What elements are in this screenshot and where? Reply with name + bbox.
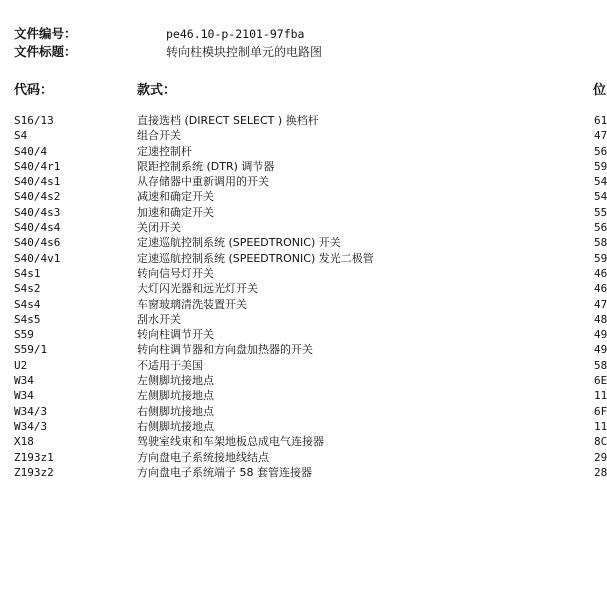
component-code: S40/4s3 bbox=[14, 205, 61, 219]
component-position: 54 bbox=[594, 190, 607, 204]
component-position: 8C bbox=[594, 435, 607, 449]
component-position: 46 bbox=[594, 282, 607, 296]
component-description: 大灯闪光器和远光灯开关 bbox=[137, 282, 258, 296]
table-row bbox=[0, 465, 605, 480]
component-description: 组合开关 bbox=[137, 129, 181, 143]
component-position: 58 bbox=[594, 236, 607, 250]
table-row bbox=[0, 404, 605, 419]
component-description: 右侧脚坑接地点 bbox=[137, 419, 214, 433]
table-row bbox=[0, 342, 605, 357]
component-code: W34/3 bbox=[14, 419, 48, 433]
component-position: 47 bbox=[594, 297, 607, 311]
component-position: 49 bbox=[594, 328, 607, 342]
table-row bbox=[0, 434, 605, 449]
document-number-value: pe46.10-p-2101-97fba bbox=[166, 27, 305, 41]
component-description: 左侧脚坑接地点 bbox=[137, 374, 214, 388]
component-code: S4s2 bbox=[14, 282, 41, 296]
table-row bbox=[0, 358, 605, 373]
component-position: 46 bbox=[594, 266, 607, 280]
table-row bbox=[0, 159, 605, 174]
component-code: S4 bbox=[14, 129, 28, 143]
component-description: 减速和确定开关 bbox=[137, 190, 214, 204]
component-description: 驾驶室线束和车架地板总成电气连接器 bbox=[137, 435, 324, 449]
component-code: W34 bbox=[14, 389, 34, 403]
component-position: 6F bbox=[594, 404, 607, 418]
component-code: S4s4 bbox=[14, 297, 41, 311]
table-row bbox=[0, 189, 605, 204]
table-row bbox=[0, 128, 605, 143]
component-description: 直接选档 (DIRECT SELECT ) 换档杆 bbox=[137, 114, 319, 127]
component-description: 方向盘电子系统接地线结点 bbox=[137, 450, 269, 464]
component-code: S59 bbox=[14, 328, 34, 342]
component-description: 限距控制系统 (DTR) 调节器 bbox=[137, 159, 275, 173]
component-description: 转向柱调节器和方向盘加热器的开关 bbox=[137, 343, 313, 357]
component-code: S16/13 bbox=[14, 114, 54, 127]
table-row bbox=[0, 297, 605, 312]
component-position: 59 bbox=[594, 159, 607, 173]
header-code: 代码： bbox=[14, 83, 54, 98]
component-position: 54 bbox=[594, 175, 607, 189]
component-description: 定速巡航控制系统 (SPEEDTRONIC) 发光二极管 bbox=[137, 251, 374, 265]
component-position: 61 bbox=[594, 114, 607, 127]
component-description: 刮水开关 bbox=[137, 312, 181, 326]
table-row bbox=[0, 251, 605, 266]
table-row bbox=[0, 205, 605, 220]
component-position: 59 bbox=[594, 251, 607, 265]
component-description: 左侧脚坑接地点 bbox=[137, 389, 214, 403]
table-row bbox=[0, 388, 605, 403]
document-title-label: 文件标题： bbox=[14, 44, 77, 59]
component-position: 58 bbox=[594, 358, 607, 372]
table-row bbox=[0, 281, 605, 296]
component-position: 48 bbox=[594, 312, 607, 326]
table-row bbox=[0, 113, 605, 128]
document-number-label: 文件编号： bbox=[14, 26, 77, 41]
component-description: 转向柱调节开关 bbox=[137, 328, 214, 342]
component-position: 28 bbox=[594, 465, 607, 479]
component-description: 右侧脚坑接地点 bbox=[137, 404, 214, 418]
component-position: 56 bbox=[594, 144, 607, 158]
document-title-value: 转向柱模块控制单元的电路图 bbox=[166, 45, 323, 59]
table-row bbox=[0, 220, 605, 235]
component-position: 56 bbox=[594, 221, 607, 235]
component-code: S4s1 bbox=[14, 266, 41, 280]
component-list bbox=[0, 113, 605, 480]
component-position: 11 bbox=[594, 419, 607, 433]
table-row bbox=[0, 327, 605, 342]
component-code: S40/4r1 bbox=[14, 159, 61, 173]
component-description: 方向盘电子系统端子 58 套管连接器 bbox=[137, 465, 312, 479]
header-description: 款式： bbox=[137, 83, 177, 98]
table-row bbox=[0, 419, 605, 434]
component-description: 从存储器中重新调用的开关 bbox=[137, 175, 269, 189]
table-row bbox=[0, 312, 605, 327]
component-position: 55 bbox=[594, 205, 607, 219]
component-description: 不适用于美国 bbox=[137, 358, 203, 372]
component-code: S40/4 bbox=[14, 144, 48, 158]
component-code: S40/4s1 bbox=[14, 175, 61, 189]
table-row bbox=[0, 235, 605, 250]
component-description: 定速巡航控制系统 (SPEEDTRONIC) 开关 bbox=[137, 236, 341, 250]
component-position: 47 bbox=[594, 129, 607, 143]
component-code: S40/4v1 bbox=[14, 251, 61, 265]
component-code: Z193z2 bbox=[14, 465, 54, 479]
component-code: Z193z1 bbox=[14, 450, 54, 464]
component-code: U2 bbox=[14, 358, 28, 372]
component-description: 车窗玻璃清洗装置开关 bbox=[137, 297, 247, 311]
component-position: 29 bbox=[594, 450, 607, 464]
table-row bbox=[0, 174, 605, 189]
component-description: 加速和确定开关 bbox=[137, 205, 214, 219]
component-code: S40/4s4 bbox=[14, 221, 61, 235]
table-row bbox=[0, 373, 605, 388]
table-row bbox=[0, 266, 605, 281]
component-code: X18 bbox=[14, 435, 34, 449]
component-position: 49 bbox=[594, 343, 607, 357]
component-code: W34 bbox=[14, 374, 34, 388]
component-code: W34/3 bbox=[14, 404, 48, 418]
component-position: 11 bbox=[594, 389, 607, 403]
table-row bbox=[0, 450, 605, 465]
component-code: S40/4s6 bbox=[14, 236, 61, 250]
table-row bbox=[0, 144, 605, 159]
component-description: 转向信号灯开关 bbox=[137, 266, 214, 280]
component-code: S40/4s2 bbox=[14, 190, 61, 204]
component-code: S59/1 bbox=[14, 343, 48, 357]
component-code: S4s5 bbox=[14, 312, 41, 326]
component-description: 关闭开关 bbox=[137, 221, 181, 235]
component-position: 6E bbox=[594, 374, 607, 388]
component-description: 定速控制杆 bbox=[137, 144, 192, 158]
header-position: 位 bbox=[593, 83, 607, 98]
